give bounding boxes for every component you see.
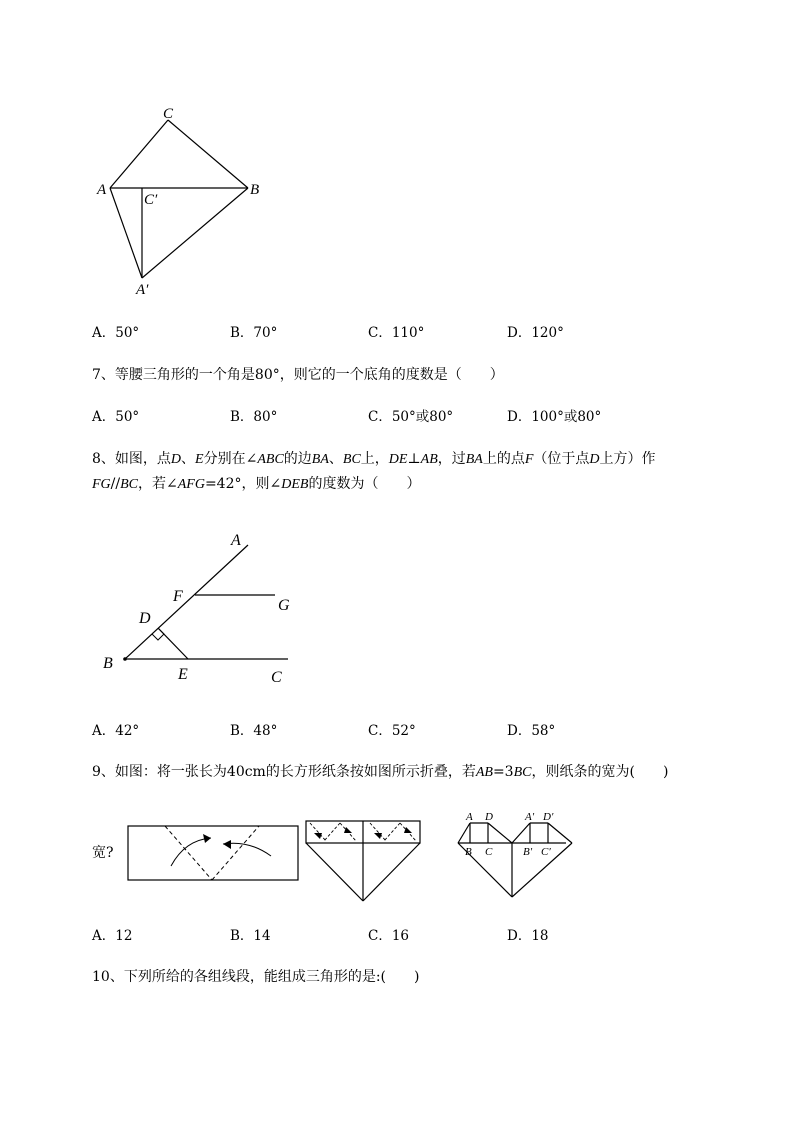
q9-option-c: C．16: [368, 928, 410, 944]
label-A: A: [231, 532, 241, 549]
figure-q8-angle: [95, 525, 315, 690]
label-B-prime: B′: [523, 846, 533, 858]
q8-option-d: D．58°: [507, 723, 556, 739]
label-D: D: [139, 610, 151, 627]
q7-text: 7、等腰三角形的一个角是80°，则它的一个底角的度数是（ ）: [92, 367, 504, 383]
q7-option-c: C．50°或80°: [368, 409, 454, 425]
label-A-prime: A′: [136, 282, 149, 298]
q10-text: 10、下列所给的各组线段，能组成三角形的是:( ): [92, 969, 420, 985]
label-B: B: [103, 655, 113, 672]
q6-option-a: A．50°: [92, 325, 140, 341]
q8-text-line1: 8、如图，点D、E分别在∠ABC的边BA、BC上，DE⊥AB，过BA上的点F（位于点D上方）作: [92, 451, 656, 467]
figure-q6-triangle: [90, 100, 290, 300]
label-B: B: [465, 846, 472, 858]
figure-q9-folded: [300, 815, 425, 905]
label-C: C: [271, 669, 282, 686]
label-G: G: [278, 597, 290, 614]
q9-text: 9、如图：将一张长为40cm的长方形纸条按如图所示折叠，若AB=3BC，则纸条的宽为( ): [92, 764, 669, 780]
label-A-prime: A′: [525, 811, 535, 823]
label-C-prime: C′: [144, 192, 158, 208]
q9-option-d: D．18: [507, 928, 549, 944]
q7-option-b: B．80°: [230, 409, 278, 425]
label-D-prime: D′: [543, 811, 554, 823]
label-C: C: [163, 106, 174, 122]
figure-q9-labeled: [452, 805, 587, 905]
label-E: E: [178, 666, 188, 683]
label-C: C: [485, 846, 493, 858]
q7-option-d: D．100°或80°: [507, 409, 602, 425]
label-A: A: [97, 182, 107, 198]
label-C-prime: C′: [541, 846, 551, 858]
q9-option-a: A．12: [92, 928, 133, 944]
label-B: B: [250, 182, 260, 198]
label-A: A: [466, 811, 473, 823]
q8-option-b: B．48°: [230, 723, 278, 739]
q6-option-d: D．120°: [507, 325, 564, 341]
q9-width-label: 宽?: [92, 845, 114, 861]
q6-option-b: B．70°: [230, 325, 278, 341]
q8-option-a: A．42°: [92, 723, 140, 739]
figure-q9-strip: [125, 822, 305, 884]
label-F: F: [173, 588, 183, 605]
q8-option-c: C．52°: [368, 723, 416, 739]
q7-option-a: A．50°: [92, 409, 140, 425]
q9-option-b: B．14: [230, 928, 271, 944]
label-D: D: [485, 811, 493, 823]
q8-text-line2: FG//BC，若∠AFG=42°，则∠DEB的度数为（ ）: [92, 476, 421, 492]
q6-option-c: C．110°: [368, 325, 425, 341]
